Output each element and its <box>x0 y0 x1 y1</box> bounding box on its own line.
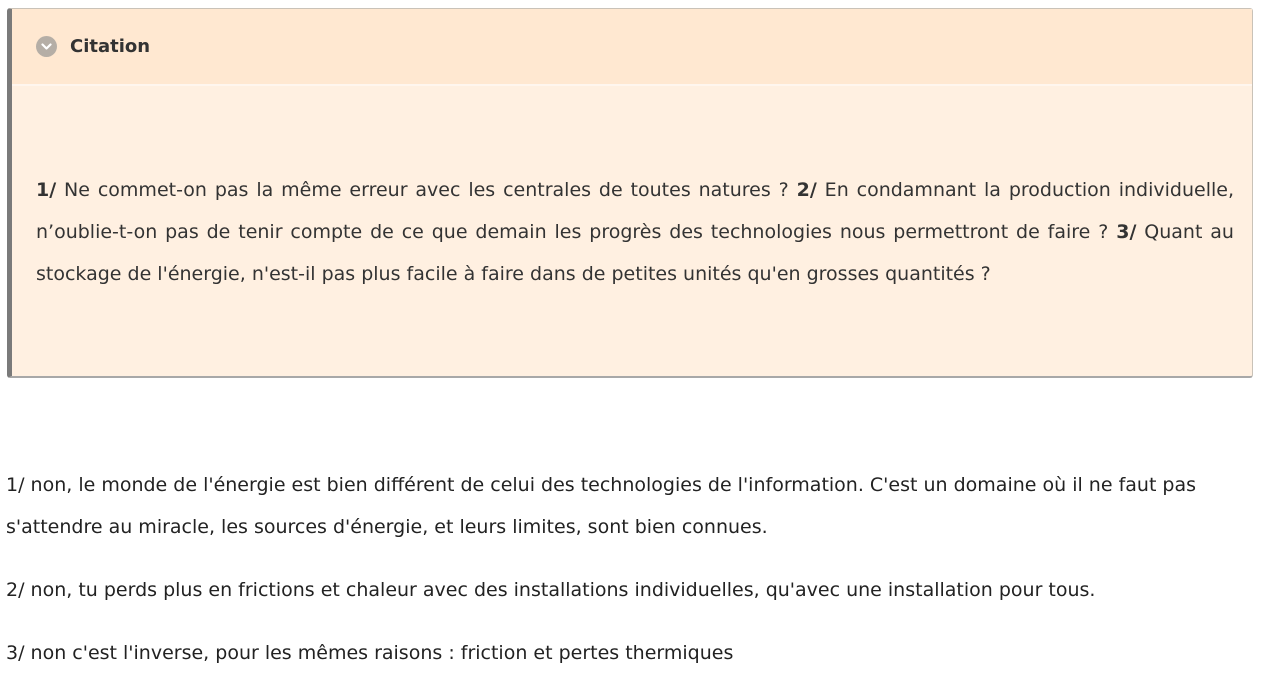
quote-point-3-text: Quant au stockage de l'énergie, n'est-il pas plus facile à faire dans de petites unités qu'en grosses quantités ? <box>36 221 1234 285</box>
quote-title: Citation <box>70 36 151 57</box>
quote-point-1-number: 1/ <box>36 179 57 201</box>
reply-paragraph-2: 2/ non, tu perds plus en frictions et chaleur avec des installations individuelles, qu'avec une installation pour tous. <box>6 579 1096 601</box>
quote-header[interactable] <box>12 9 1252 86</box>
reply-paragraph-3: 3/ non c'est l'inverse, pour les mêmes raisons : friction et pertes thermiques <box>6 642 734 664</box>
quote-block <box>7 8 1253 378</box>
quote-point-3-number: 3/ <box>1116 221 1137 243</box>
quote-point-2-number: 2/ <box>796 179 817 201</box>
quote-point-2-text: En condamnant la production individuelle, n’oublie-t-on pas de tenir compte de ce que demain les progrès des technologies nous permettront de faire ? <box>36 179 1234 243</box>
quote-text <box>36 169 1234 295</box>
reply-paragraph-1: 1/ non, le monde de l'énergie est bien différent de celui des technologies de l'information. C'est un domaine où il ne faut pas s'attendre au miracle, les sources d'énergie, et leurs limites, sont bien connues. <box>6 474 1197 538</box>
quote-point-1-text: Ne commet-on pas la même erreur avec les centrales de toutes natures ? <box>56 179 797 201</box>
chevron-down-icon[interactable] <box>36 36 57 57</box>
